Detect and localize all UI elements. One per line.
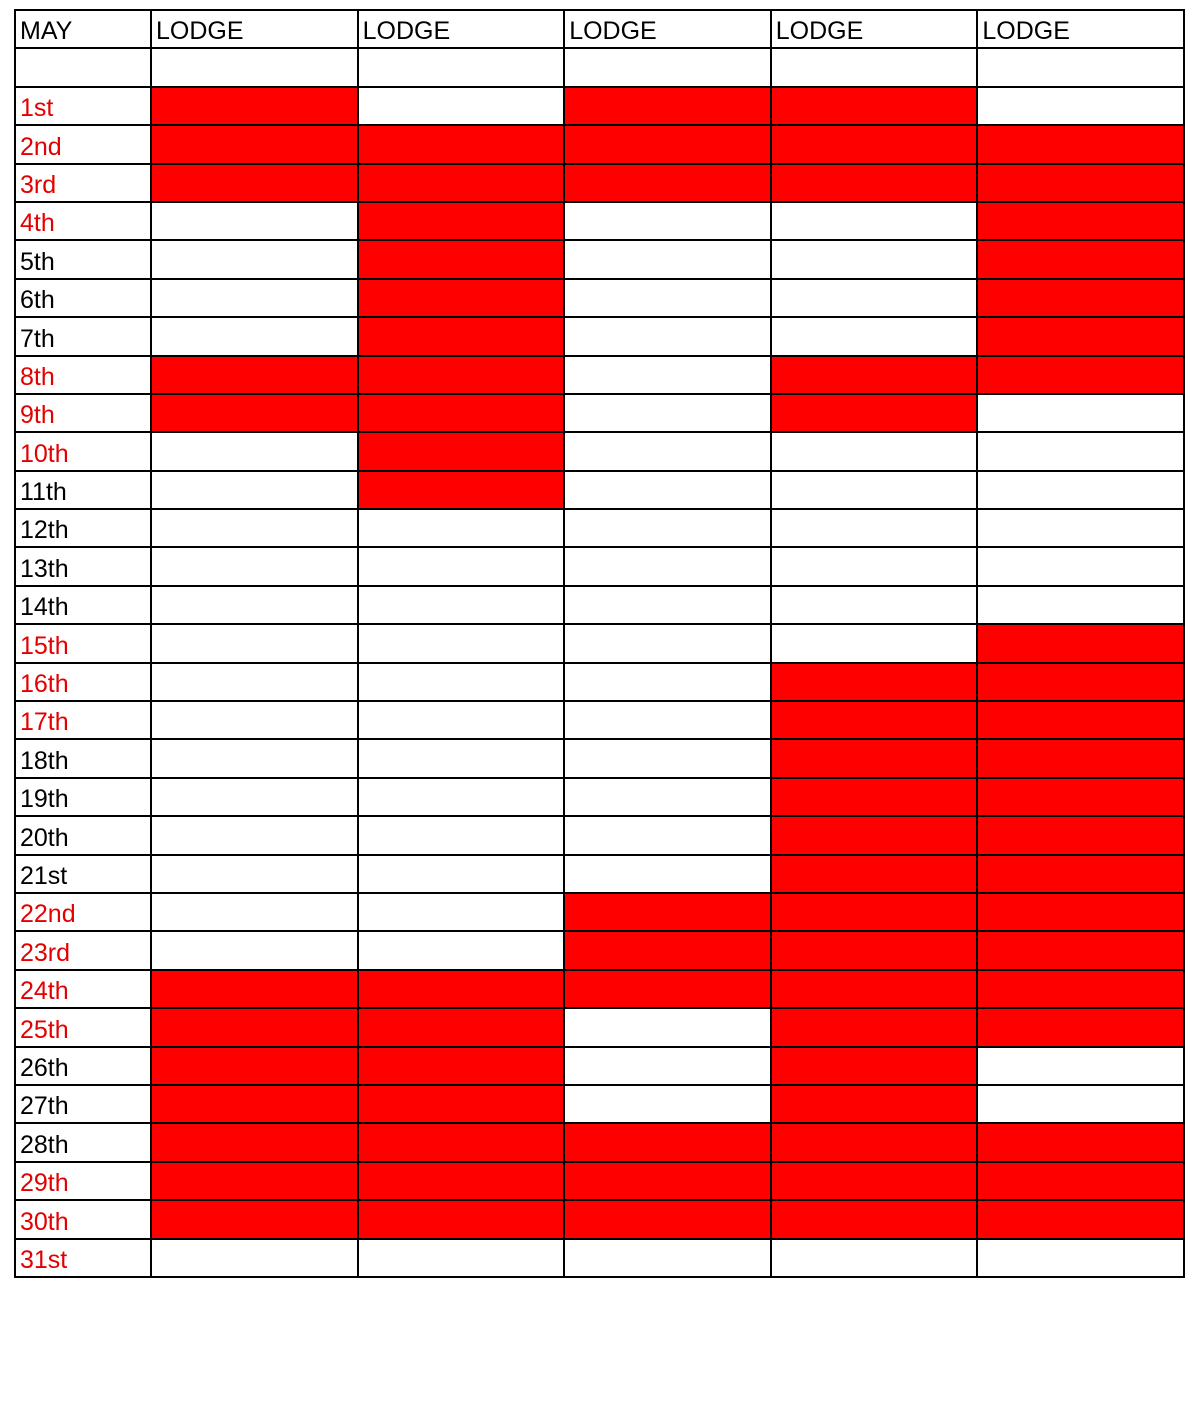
booked-cell[interactable]	[358, 1123, 565, 1161]
booked-cell[interactable]	[977, 893, 1184, 931]
booked-cell[interactable]	[771, 931, 978, 969]
booked-cell[interactable]	[977, 624, 1184, 662]
day-label-cell: 24th	[15, 970, 151, 1008]
available-cell[interactable]	[564, 279, 771, 317]
booked-cell[interactable]	[977, 778, 1184, 816]
booked-cell[interactable]	[771, 125, 978, 163]
day-label-cell: 13th	[15, 547, 151, 585]
booked-cell[interactable]	[977, 240, 1184, 278]
booked-cell[interactable]	[977, 164, 1184, 202]
available-cell[interactable]	[564, 1008, 771, 1046]
day-label-cell: 2nd	[15, 125, 151, 163]
available-cell[interactable]	[977, 471, 1184, 509]
booked-cell[interactable]	[977, 816, 1184, 854]
day-label-cell: 15th	[15, 624, 151, 662]
available-cell[interactable]	[151, 855, 358, 893]
day-label-cell: 14th	[15, 586, 151, 624]
blank-cell	[564, 48, 771, 86]
available-cell[interactable]	[151, 279, 358, 317]
day-label-cell: 8th	[15, 356, 151, 394]
available-cell[interactable]	[564, 701, 771, 739]
booked-cell[interactable]	[564, 1200, 771, 1238]
booked-cell[interactable]	[358, 1162, 565, 1200]
day-label-cell: 18th	[15, 739, 151, 777]
booked-cell[interactable]	[358, 356, 565, 394]
day-row	[15, 87, 1184, 125]
available-cell[interactable]	[564, 1085, 771, 1123]
day-row	[15, 394, 1184, 432]
day-label-cell: 12th	[15, 509, 151, 547]
available-cell[interactable]	[977, 509, 1184, 547]
booked-cell[interactable]	[358, 317, 565, 355]
blank-cell	[977, 48, 1184, 86]
available-cell[interactable]	[358, 931, 565, 969]
day-label-cell: 30th	[15, 1200, 151, 1238]
table-body	[15, 10, 1184, 1277]
month-header-cell: MAY	[15, 10, 151, 48]
available-cell[interactable]	[151, 624, 358, 662]
booked-cell[interactable]	[977, 1123, 1184, 1161]
booked-cell[interactable]	[771, 816, 978, 854]
booked-cell[interactable]	[771, 970, 978, 1008]
booked-cell[interactable]	[771, 1123, 978, 1161]
day-label-cell: 26th	[15, 1047, 151, 1085]
available-cell[interactable]	[771, 432, 978, 470]
booked-cell[interactable]	[564, 931, 771, 969]
available-cell[interactable]	[771, 624, 978, 662]
blank-row	[15, 48, 1184, 86]
day-label-cell: 23rd	[15, 931, 151, 969]
day-row	[15, 1085, 1184, 1123]
available-cell[interactable]	[977, 547, 1184, 585]
booked-cell[interactable]	[151, 1162, 358, 1200]
available-cell[interactable]	[358, 87, 565, 125]
available-cell[interactable]	[151, 432, 358, 470]
day-row	[15, 663, 1184, 701]
available-cell[interactable]	[151, 202, 358, 240]
booked-cell[interactable]	[358, 1085, 565, 1123]
available-cell[interactable]	[771, 279, 978, 317]
booked-cell[interactable]	[977, 1008, 1184, 1046]
available-cell[interactable]	[771, 202, 978, 240]
available-cell[interactable]	[977, 394, 1184, 432]
booked-cell[interactable]	[977, 317, 1184, 355]
available-cell[interactable]	[358, 624, 565, 662]
blank-cell	[771, 48, 978, 86]
day-row	[15, 240, 1184, 278]
day-label-cell: 9th	[15, 394, 151, 432]
day-row	[15, 1200, 1184, 1238]
booked-cell[interactable]	[564, 1162, 771, 1200]
booked-cell[interactable]	[977, 1162, 1184, 1200]
available-cell[interactable]	[771, 586, 978, 624]
header-row	[15, 10, 1184, 48]
available-cell[interactable]	[771, 509, 978, 547]
blank-cell	[358, 48, 565, 86]
booked-cell[interactable]	[151, 1047, 358, 1085]
available-cell[interactable]	[564, 471, 771, 509]
available-cell[interactable]	[977, 586, 1184, 624]
booked-cell[interactable]	[151, 1008, 358, 1046]
booked-cell[interactable]	[151, 970, 358, 1008]
available-cell[interactable]	[771, 547, 978, 585]
booked-cell[interactable]	[564, 1123, 771, 1161]
available-cell[interactable]	[564, 855, 771, 893]
available-cell[interactable]	[564, 663, 771, 701]
available-cell[interactable]	[151, 1239, 358, 1277]
booked-cell[interactable]	[977, 739, 1184, 777]
available-cell[interactable]	[151, 701, 358, 739]
day-row	[15, 931, 1184, 969]
day-label-cell: 5th	[15, 240, 151, 278]
booked-cell[interactable]	[564, 970, 771, 1008]
booked-cell[interactable]	[771, 893, 978, 931]
available-cell[interactable]	[564, 586, 771, 624]
available-cell[interactable]	[771, 317, 978, 355]
available-cell[interactable]	[151, 547, 358, 585]
day-row	[15, 1162, 1184, 1200]
day-label-cell: 20th	[15, 816, 151, 854]
available-cell[interactable]	[564, 317, 771, 355]
day-row	[15, 317, 1184, 355]
available-cell[interactable]	[564, 202, 771, 240]
booked-cell[interactable]	[771, 1085, 978, 1123]
day-label-cell: 29th	[15, 1162, 151, 1200]
available-cell[interactable]	[358, 1239, 565, 1277]
booked-cell[interactable]	[151, 356, 358, 394]
available-cell[interactable]	[151, 317, 358, 355]
day-row	[15, 471, 1184, 509]
lodge-header-cell: LODGE	[977, 10, 1184, 48]
available-cell[interactable]	[564, 778, 771, 816]
day-row	[15, 356, 1184, 394]
day-row	[15, 701, 1184, 739]
day-label-cell: 25th	[15, 1008, 151, 1046]
available-cell[interactable]	[151, 586, 358, 624]
available-cell[interactable]	[564, 547, 771, 585]
booked-cell[interactable]	[358, 1047, 565, 1085]
available-cell[interactable]	[564, 1239, 771, 1277]
available-cell[interactable]	[564, 509, 771, 547]
available-cell[interactable]	[151, 663, 358, 701]
booked-cell[interactable]	[977, 931, 1184, 969]
available-cell[interactable]	[977, 1239, 1184, 1277]
booked-cell[interactable]	[771, 1047, 978, 1085]
day-label-cell: 16th	[15, 663, 151, 701]
booked-cell[interactable]	[151, 1123, 358, 1161]
booked-cell[interactable]	[358, 970, 565, 1008]
booked-cell[interactable]	[977, 356, 1184, 394]
available-cell[interactable]	[151, 931, 358, 969]
booked-cell[interactable]	[564, 125, 771, 163]
day-label-cell: 7th	[15, 317, 151, 355]
available-cell[interactable]	[564, 432, 771, 470]
booked-cell[interactable]	[977, 855, 1184, 893]
available-cell[interactable]	[151, 816, 358, 854]
booked-cell[interactable]	[771, 855, 978, 893]
day-label-cell: 28th	[15, 1123, 151, 1161]
available-cell[interactable]	[151, 509, 358, 547]
booked-cell[interactable]	[151, 394, 358, 432]
day-row	[15, 164, 1184, 202]
lodge-header-cell: LODGE	[358, 10, 565, 48]
booked-cell[interactable]	[977, 1200, 1184, 1238]
day-row	[15, 893, 1184, 931]
available-cell[interactable]	[771, 1239, 978, 1277]
available-cell[interactable]	[358, 855, 565, 893]
booked-cell[interactable]	[358, 125, 565, 163]
available-cell[interactable]	[151, 240, 358, 278]
booked-cell[interactable]	[977, 970, 1184, 1008]
available-cell[interactable]	[358, 547, 565, 585]
booked-cell[interactable]	[151, 87, 358, 125]
available-cell[interactable]	[358, 778, 565, 816]
booked-cell[interactable]	[771, 394, 978, 432]
booked-cell[interactable]	[771, 1162, 978, 1200]
day-label-cell: 31st	[15, 1239, 151, 1277]
available-cell[interactable]	[151, 778, 358, 816]
lodge-header-cell: LODGE	[771, 10, 978, 48]
booked-cell[interactable]	[358, 240, 565, 278]
available-cell[interactable]	[564, 1047, 771, 1085]
booked-cell[interactable]	[977, 701, 1184, 739]
available-cell[interactable]	[771, 471, 978, 509]
available-cell[interactable]	[977, 1047, 1184, 1085]
day-row	[15, 855, 1184, 893]
day-row	[15, 202, 1184, 240]
booked-cell[interactable]	[358, 164, 565, 202]
booked-cell[interactable]	[771, 164, 978, 202]
booked-cell[interactable]	[358, 279, 565, 317]
booked-cell[interactable]	[771, 739, 978, 777]
available-cell[interactable]	[564, 356, 771, 394]
available-cell[interactable]	[771, 240, 978, 278]
available-cell[interactable]	[358, 739, 565, 777]
day-label-cell: 10th	[15, 432, 151, 470]
booked-cell[interactable]	[151, 1085, 358, 1123]
booked-cell[interactable]	[771, 701, 978, 739]
day-row	[15, 279, 1184, 317]
booked-cell[interactable]	[771, 663, 978, 701]
day-row	[15, 432, 1184, 470]
day-row	[15, 739, 1184, 777]
booked-cell[interactable]	[358, 471, 565, 509]
available-cell[interactable]	[358, 893, 565, 931]
booked-cell[interactable]	[358, 432, 565, 470]
day-row	[15, 586, 1184, 624]
blank-cell	[15, 48, 151, 86]
booked-cell[interactable]	[564, 87, 771, 125]
booked-cell[interactable]	[564, 893, 771, 931]
day-row	[15, 547, 1184, 585]
booked-cell[interactable]	[358, 394, 565, 432]
available-cell[interactable]	[358, 816, 565, 854]
booked-cell[interactable]	[358, 202, 565, 240]
available-cell[interactable]	[358, 509, 565, 547]
day-row	[15, 1239, 1184, 1277]
day-label-cell: 22nd	[15, 893, 151, 931]
available-cell[interactable]	[358, 586, 565, 624]
booked-cell[interactable]	[977, 663, 1184, 701]
day-row	[15, 778, 1184, 816]
day-label-cell: 6th	[15, 279, 151, 317]
available-cell[interactable]	[564, 394, 771, 432]
day-label-cell: 1st	[15, 87, 151, 125]
blank-cell	[151, 48, 358, 86]
available-cell[interactable]	[977, 1085, 1184, 1123]
available-cell[interactable]	[151, 893, 358, 931]
day-label-cell: 17th	[15, 701, 151, 739]
lodge-header-cell: LODGE	[564, 10, 771, 48]
day-row	[15, 125, 1184, 163]
day-label-cell: 4th	[15, 202, 151, 240]
available-cell[interactable]	[151, 471, 358, 509]
day-label-cell: 11th	[15, 471, 151, 509]
day-label-cell: 3rd	[15, 164, 151, 202]
available-cell[interactable]	[358, 663, 565, 701]
day-row	[15, 509, 1184, 547]
available-cell[interactable]	[977, 432, 1184, 470]
booked-cell[interactable]	[151, 1200, 358, 1238]
booked-cell[interactable]	[151, 164, 358, 202]
booked-cell[interactable]	[771, 1200, 978, 1238]
booked-cell[interactable]	[771, 778, 978, 816]
booked-cell[interactable]	[358, 1008, 565, 1046]
available-cell[interactable]	[564, 624, 771, 662]
available-cell[interactable]	[564, 816, 771, 854]
day-label-cell: 21st	[15, 855, 151, 893]
day-row	[15, 970, 1184, 1008]
booked-cell[interactable]	[771, 356, 978, 394]
lodge-availability-table	[14, 9, 1185, 1278]
available-cell[interactable]	[358, 701, 565, 739]
booked-cell[interactable]	[151, 125, 358, 163]
available-cell[interactable]	[151, 739, 358, 777]
available-cell[interactable]	[564, 739, 771, 777]
day-row	[15, 624, 1184, 662]
booked-cell[interactable]	[771, 1008, 978, 1046]
booked-cell[interactable]	[977, 279, 1184, 317]
available-cell[interactable]	[977, 87, 1184, 125]
day-row	[15, 816, 1184, 854]
day-row	[15, 1123, 1184, 1161]
day-row	[15, 1047, 1184, 1085]
day-label-cell: 19th	[15, 778, 151, 816]
booked-cell[interactable]	[977, 125, 1184, 163]
lodge-header-cell: LODGE	[151, 10, 358, 48]
booked-cell[interactable]	[358, 1200, 565, 1238]
booked-cell[interactable]	[771, 87, 978, 125]
booked-cell[interactable]	[977, 202, 1184, 240]
day-row	[15, 1008, 1184, 1046]
available-cell[interactable]	[564, 240, 771, 278]
day-label-cell: 27th	[15, 1085, 151, 1123]
booked-cell[interactable]	[564, 164, 771, 202]
